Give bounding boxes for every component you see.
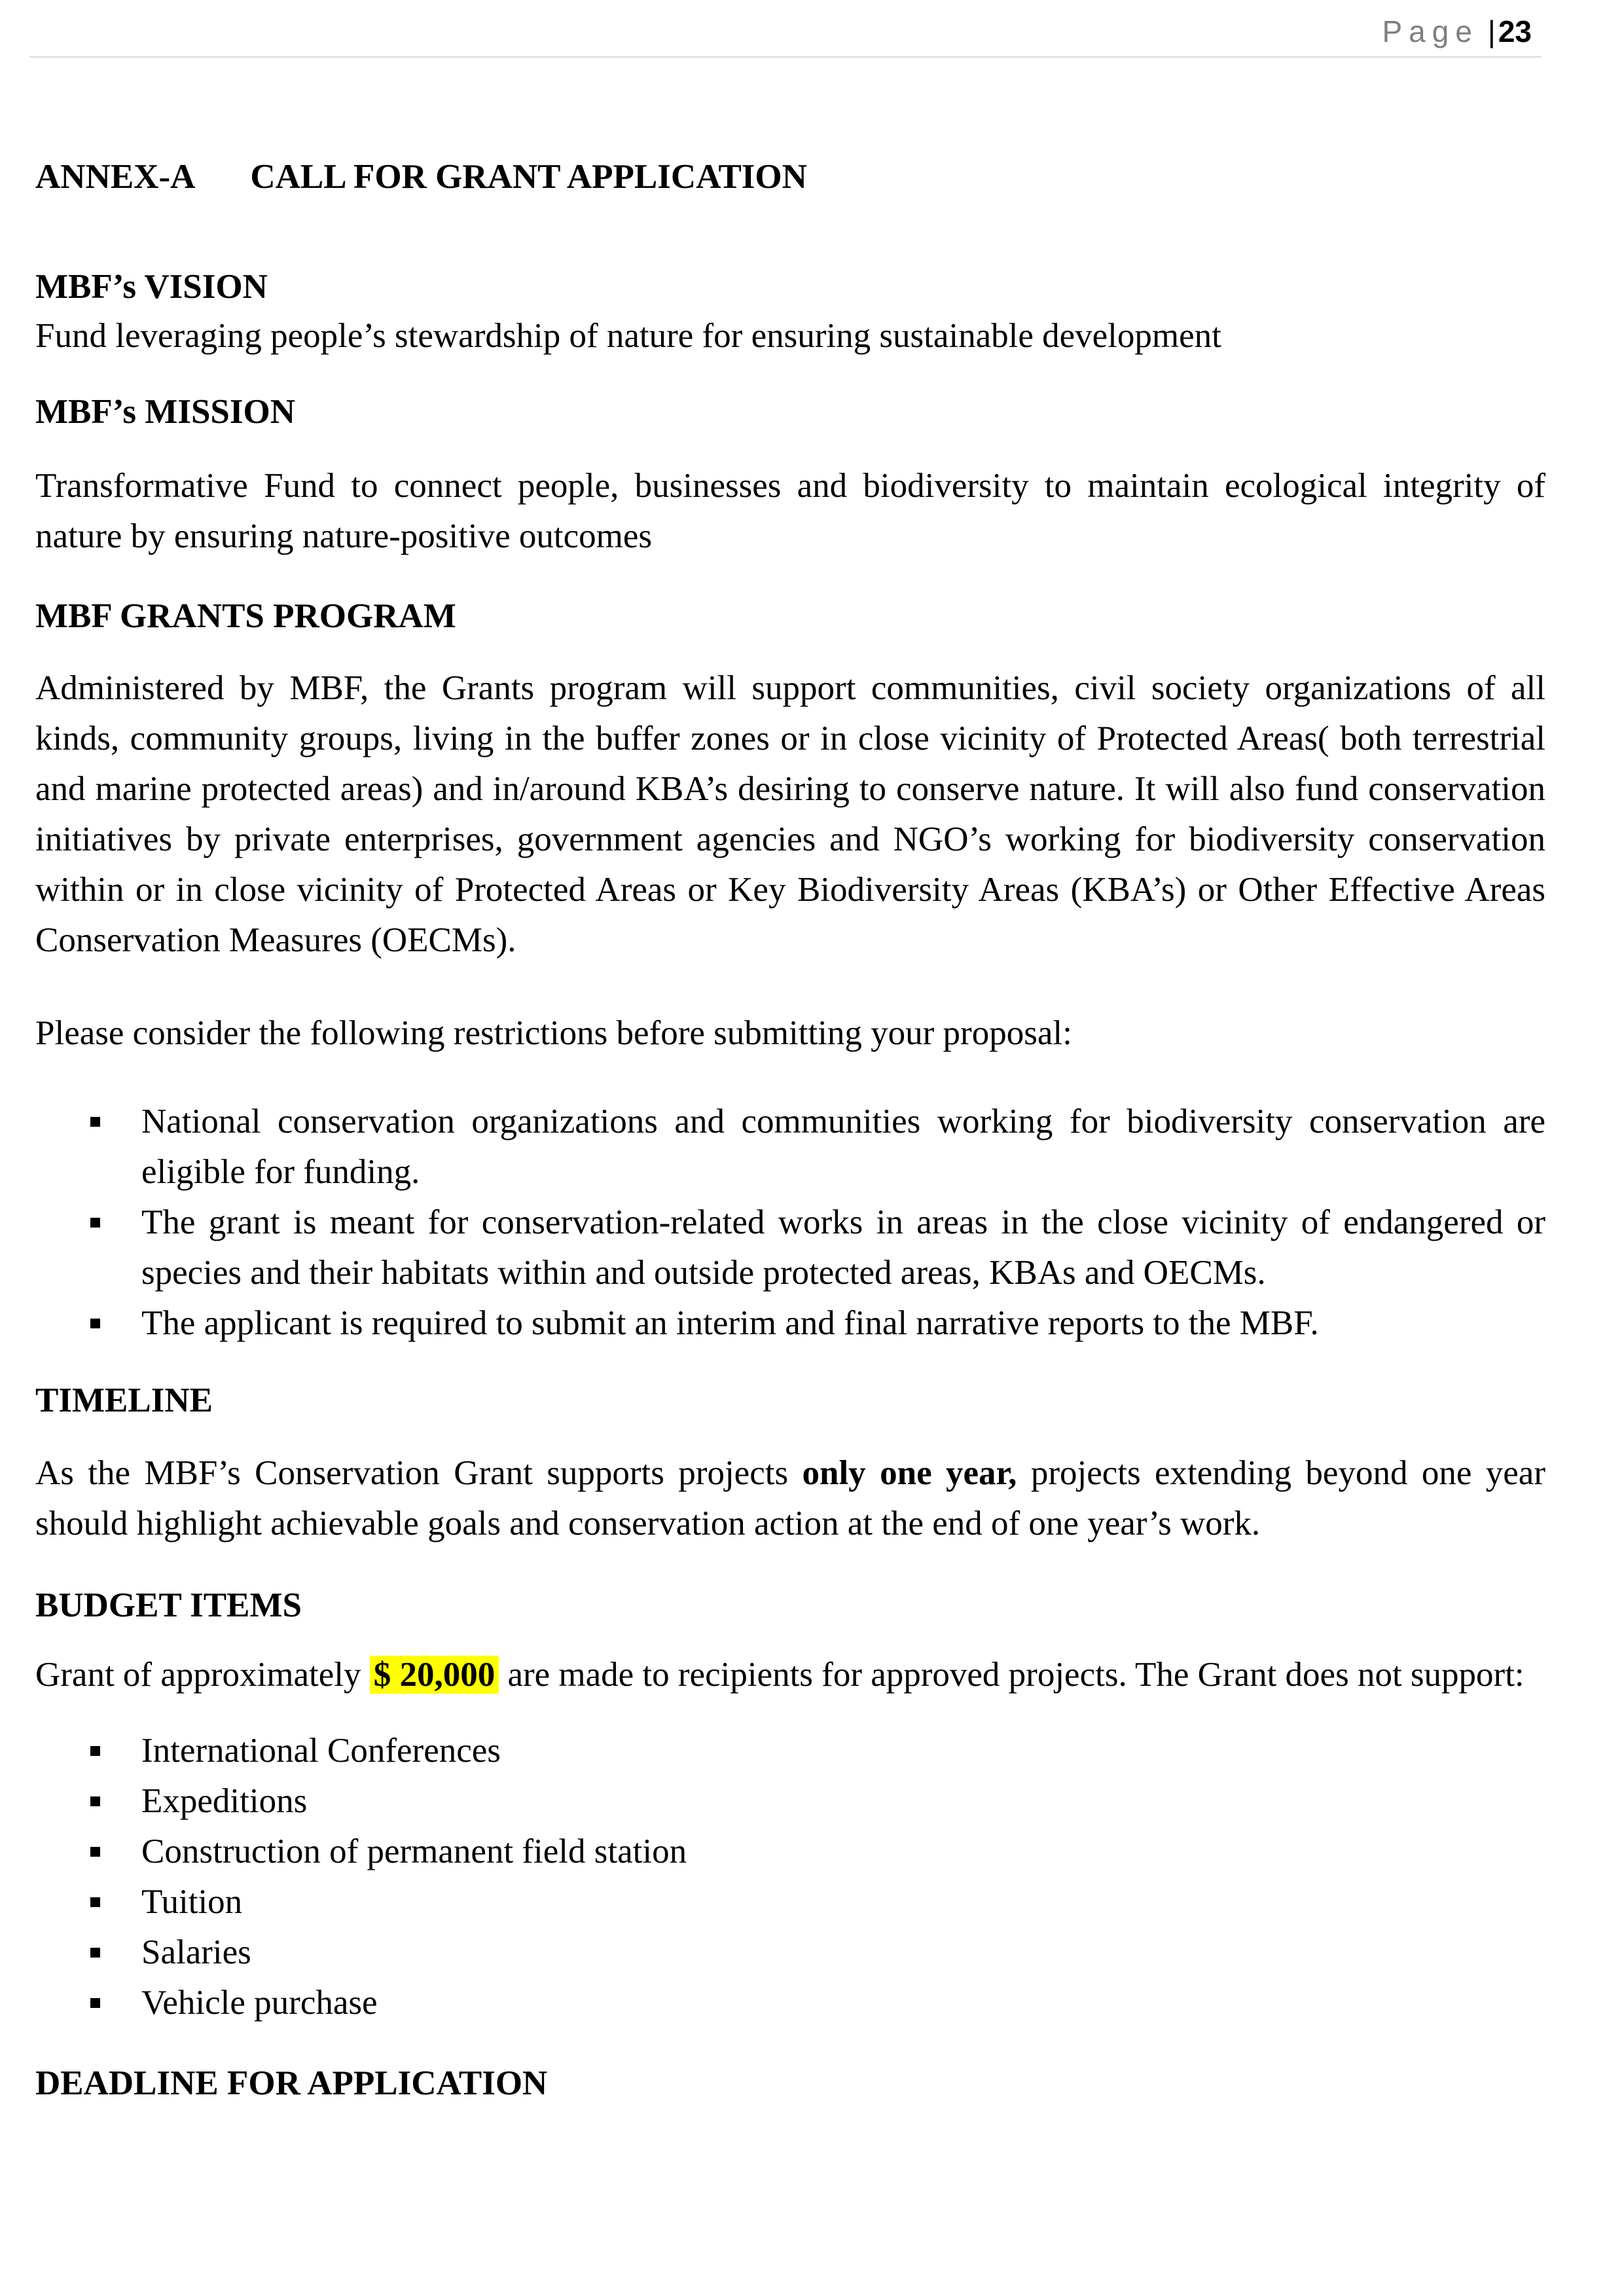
budget-text: Grant of approximately $ 20,000 are made to recipients for approved projects. The Grant does not support: xyxy=(35,1656,1525,1694)
list-item: Vehicle purchase xyxy=(35,1978,1545,2028)
list-item: The applicant is required to submit an interim and final narrative reports to the MBF. xyxy=(35,1298,1545,1349)
bullet-square-icon xyxy=(90,1847,100,1857)
list-item: Expeditions xyxy=(35,1776,1545,1827)
page-number: 23 xyxy=(1498,14,1532,48)
restrictions-intro: Please consider the following restrictions before submitting your proposal: xyxy=(35,1014,1072,1052)
list-item: Construction of permanent field station xyxy=(35,1827,1545,1877)
grants-program-text: Administered by MBF, the Grants program will support communities, civil society organizations of all kinds, community groups, living in the buffer zones or in close vicinity of Protected Areas( both terrestrial and marine protected areas) and in/around KBA’s desiring to conserve nature. It will also fund conservation initiatives by private enterprises, government agencies and NGO’s working for biodiversity conservation within or in close vicinity of Protected Areas or Key Biodiversity Areas (KBA’s) or Other Effective Areas Conservation Measures (OECMs). xyxy=(35,669,1545,959)
bullet-square-icon xyxy=(90,1897,100,1907)
bullet-square-icon xyxy=(90,1746,100,1756)
list-item: Tuition xyxy=(35,1877,1545,1927)
bullet-square-icon xyxy=(90,1948,100,1958)
annex-heading xyxy=(35,156,807,198)
list-item: The grant is meant for conservation-related works in areas in the close vicinity of endangered or species and their habitats within and outside protected areas, KBAs and OECMs. xyxy=(35,1197,1545,1298)
deadline-heading: DEADLINE FOR APPLICATION xyxy=(35,2064,548,2102)
grant-amount-highlight: $ 20,000 xyxy=(370,1656,499,1694)
list-item: Salaries xyxy=(35,1927,1545,1978)
not-supported-list xyxy=(35,1726,1545,2028)
bullet-square-icon xyxy=(90,1998,100,2008)
mission-text: Transformative Fund to connect people, businesses and biodiversity to maintain ecological integrity of nature by ensuring nature-positive outcomes xyxy=(35,467,1545,555)
bullet-square-icon xyxy=(90,1796,100,1806)
mission-heading: MBF’s MISSION xyxy=(35,393,296,431)
vision-text: Fund leveraging people’s stewardship of nature for ensuring sustainable development xyxy=(35,317,1221,355)
vision-heading: MBF’s VISION xyxy=(35,268,268,306)
list-item: International Conferences xyxy=(35,1726,1545,1776)
page-header xyxy=(29,12,1542,58)
bullet-square-icon xyxy=(90,1117,100,1127)
grants-program-heading: MBF GRANTS PROGRAM xyxy=(35,597,456,635)
timeline-heading: TIMELINE xyxy=(35,1381,213,1419)
bullet-square-icon xyxy=(90,1218,100,1228)
page-word: Page xyxy=(1382,14,1479,48)
list-item: National conservation organizations and communities working for biodiversity conservation are eligible for funding. xyxy=(35,1097,1545,1197)
bullet-square-icon xyxy=(90,1319,100,1328)
page-separator: | xyxy=(1487,14,1496,48)
timeline-text: As the MBF’s Conservation Grant supports projects only one year, projects extending beyond one year should highlight achievable goals and conservation action at the end of one year’s work. xyxy=(35,1454,1545,1542)
annex-label: ANNEX-A xyxy=(35,158,196,196)
restrictions-list xyxy=(35,1097,1545,1349)
annex-title: CALL FOR GRANT APPLICATION xyxy=(250,158,807,196)
budget-heading: BUDGET ITEMS xyxy=(35,1586,302,1624)
page-number-label xyxy=(1382,13,1532,50)
timeline-emphasis: only one year, xyxy=(802,1454,1017,1492)
